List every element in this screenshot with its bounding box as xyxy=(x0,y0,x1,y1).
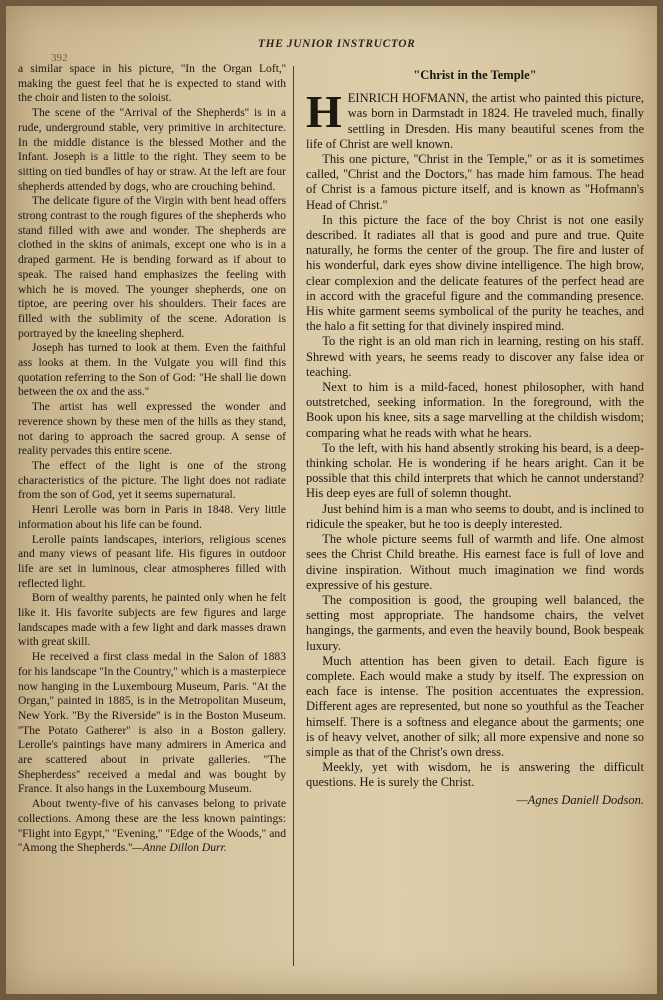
paragraph: The effect of the light is one of the strong characteristics of the picture. The light does not radiate from the son of God, yet it seems supernatural. xyxy=(18,458,286,502)
paragraph: To the left, with his hand absently stroking his beard, is a deep-thinking scholar. He is wondering if he hears aright. Can it be possible that this child interprets that which he cannot understand? His deep eyes are full of solemn thought. xyxy=(306,440,644,501)
paragraph: The whole picture seems full of warmth and life. One almost sees the Christ Child breathe. His earnest face is full of love and divine inspiration. Without much imagination we find words expressive of his gesture. xyxy=(306,532,644,592)
paragraph: The delicate figure of the Virgin with bent head offers strong contrast to the rough figures of the shepherds who stand filled with awe and wonder. The shepherds are clothed in the skins of animals, except one who is in a draped garment. He is bending forward as if about to speak. The raised hand emphasizes the feeling with which he is moved. The younger shepherds, one on tiptoe, are peering over his shoulders. Their faces are filled with the sublimity of the scene. Adoration is portrayed by the kneeling shepherd. xyxy=(18,194,286,340)
drop-cap: H xyxy=(306,86,342,138)
page-number: 392 xyxy=(51,52,68,64)
paragraph: Next to him is a mild-faced, honest philosopher, with hand outstretched, seeking information. In the foreground, with the Book upon his knee, sits a sage marvelling at the childish wisdom; comparing what he reads with what he hears. xyxy=(306,380,644,440)
paragraph: In this picture the face of the boy Christ is not one easily described. It radiates all that is good and pure and true. Quite naturally, he forms the center of the group. The fire and luster of his wonderful, dark eyes show divine intelligence. The high brow, clear complexion and the delicate features of the perfect head are in accord with the graceful figure and the commanding presence. His white garment seems symbolical of the purity he teaches, and the halo a fit setting for that divinely inspired mind. xyxy=(306,212,644,334)
paragraph: Lerolle paints landscapes, interiors, religious scenes and many views of peasant life. His figures in outdoor life are set in luminous, clear atmospheres filled with reflected light. xyxy=(18,532,286,590)
paragraph-text: About twenty-five of his canvases belong to private collections. Among these are the less known paintings: ''Flight into Egypt,'' ''Evening,'' ''Edge of the Woods,'' and ''Among the Shepherds.'' xyxy=(18,797,286,855)
author-signature: —Agnes Daniell Dodson. xyxy=(516,792,644,807)
paragraph: The scene of the ''Arrival of the Shepherds'' is in a rude, underground stable, very primitive in architecture. In the middle distance is the blessed Mother and the Infant. Joseph is a little to the right. They seem to be sitting on tied bundles of hay or straw. At the left are four shepherds attended by dogs, who are crouching behind. xyxy=(18,106,286,193)
paragraph: Just behind him is a man who seems to doubt, and is inclined to ridicule the speaker, but he too is deeply interested. xyxy=(306,501,644,531)
first-paragraph-text: EINRICH HOFMANN, the artist who painted this picture, was born in Darmstadt in 1824. He traveled much, finally settling in Dresden. His many beautiful scenes from the life of Christ are well known. xyxy=(306,91,644,151)
paragraph: The artist has well expressed the wonder and reverence shown by these men of the hills as they stand, not daring to approach the sacred group. A sense of reality pervades this entire scene. xyxy=(18,400,286,458)
column-divider xyxy=(293,66,294,966)
first-paragraph xyxy=(306,86,644,152)
magazine-page xyxy=(6,6,657,994)
paragraph: He received a first class medal in the Salon of 1883 for his landscape ''In the Country,'' which is a masterpiece now hanging in the Luxembourg Museum, Paris. ''At the Organ,'' painted in 1885, is in the Metropolitan Museum, New York. ''By the Riverside'' is in the Boston Museum. ''The Potato Gatherer'' is also in a Boston gallery. Lerolle's paintings have many admirers in America and are scattered about in private galleries. ''The Shepherdess'' received a medal and was bought by France. It also hangs in the Luxembourg Museum. xyxy=(18,650,286,796)
paragraph: To the right is an old man rich in learning, resting on his staff. Shrewd with years, he seems ready to discover any false idea or teaching. xyxy=(306,334,644,379)
paragraph: This one picture, ''Christ in the Temple,'' or as it is sometimes called, ''Christ and the Doctors,'' has made him famous. The head of Christ is a famous picture itself, and is known as ''Hofmann's Head of Christ.'' xyxy=(306,152,644,212)
page-header xyxy=(6,36,657,64)
running-title: THE JUNIOR INSTRUCTOR xyxy=(258,38,416,50)
article-title: "Christ in the Temple" xyxy=(413,68,537,82)
paragraph: Henri Lerolle was born in Paris in 1848. Very little information about his life can be found. xyxy=(18,503,286,531)
paragraph: Meekly, yet with wisdom, he is answering the difficult questions. He is surely the Christ. xyxy=(306,760,644,790)
left-column xyxy=(18,62,286,856)
paragraph: Joseph has turned to look at them. Even the faithful ass looks at them. In the Vulgate you will find this quotation referring to the Son of God: ''He shall lie down between the ox and the ass.'' xyxy=(18,341,286,399)
paragraph: Born of wealthy parents, he painted only when he felt like it. His favorite subjects are few figures and large landscapes made with a few light and dark masses drawn with great skill. xyxy=(18,591,286,649)
right-column xyxy=(306,68,644,808)
paragraph: The composition is good, the grouping well balanced, the setting most appropriate. The handsome chairs, the velvet hangings, the garments, and even the heavily bound, Book bespeak luxury. xyxy=(306,592,644,653)
left-author: —Anne Dillon Durr. xyxy=(132,841,227,855)
paragraph xyxy=(18,797,286,856)
paragraph: Much attention has been given to detail. Each figure is complete. Each would make a study by itself. The expression on each face is intense. The position accentuates the expression. Different ages are represented, but none so youthful as the Teacher himself. There is a softness and elegance about the garments; one is of heavy velvet, another of silk; all more expensive and none so simple as that of the Christ's own dress. xyxy=(306,653,644,759)
paragraph: a similar space in his picture, ''In the Organ Loft,'' making the guest feel that he is expected to stand with the choir and listen to the soloist. xyxy=(18,62,286,105)
